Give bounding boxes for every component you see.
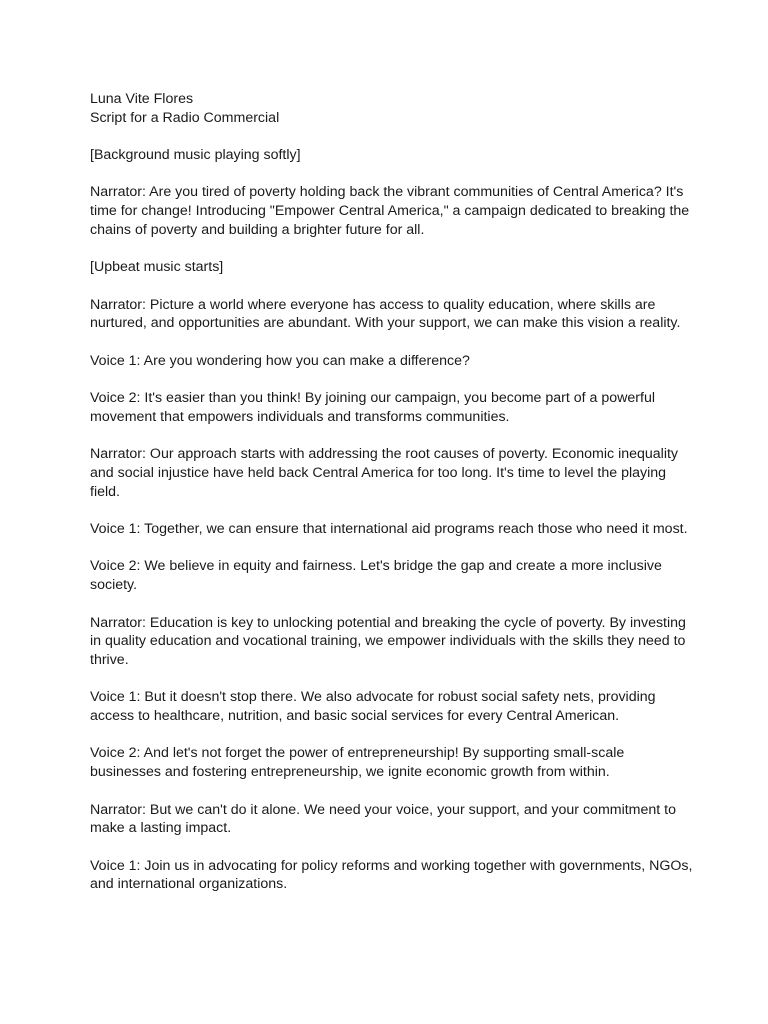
paragraph-line: and social injustice have held back Central America for too long. It's time to level the playing (90, 464, 667, 481)
script-paragraph (90, 801, 690, 838)
script-paragraph (90, 146, 690, 165)
paragraph-line: chains of poverty and building a brighter future for all. (90, 221, 425, 238)
script-paragraph (90, 688, 690, 725)
paragraph-line: thrive. (90, 651, 129, 668)
paragraph-line: Voice 2: And let's not forget the power of entrepreneurship! By supporting small-scale (90, 745, 625, 762)
document-page (90, 90, 693, 913)
paragraph-line: in quality education and vocational training, we empower individuals with the skills they need to (90, 633, 686, 650)
document-title: Script for a Radio Commercial (90, 109, 280, 126)
script-paragraph (90, 258, 690, 277)
paragraph-line: Voice 2: It's easier than you think! By joining our campaign, you become part of a powerful (90, 390, 656, 407)
script-paragraph (90, 744, 690, 781)
script-paragraph (90, 557, 690, 594)
script-paragraph (90, 520, 690, 539)
paragraph-line: and international organizations. (90, 876, 288, 893)
script-paragraph (90, 183, 690, 239)
document-header (90, 90, 690, 127)
paragraph-line: society. (90, 577, 138, 594)
paragraph-line: nurtured, and opportunities are abundant. With your support, we can make this vision a reality. (90, 315, 681, 332)
paragraph-line: Narrator: But we can't do it alone. We need your voice, your support, and your commitment to (90, 801, 676, 818)
paragraph-line: Voice 1: But it doesn't stop there. We also advocate for robust social safety nets, providing (90, 689, 656, 706)
paragraph-line: Voice 2: We believe in equity and fairness. Let's bridge the gap and create a more inclusive (90, 558, 662, 575)
paragraph-line: access to healthcare, nutrition, and basic social services for every Central American. (90, 708, 620, 725)
paragraph-line: businesses and fostering entrepreneurship, we ignite economic growth from within. (90, 764, 610, 781)
script-paragraph (90, 445, 690, 501)
paragraph-line: time for change! Introducing "Empower Central America," a campaign dedicated to breaking the (90, 203, 690, 220)
paragraph-line: Narrator: Picture a world where everyone has access to quality education, where skills are (90, 296, 656, 313)
paragraph-line: [Upbeat music starts] (90, 259, 224, 276)
paragraph-line: Voice 1: Together, we can ensure that international aid programs reach those who need it most. (90, 521, 688, 538)
script-paragraph (90, 296, 690, 333)
script-paragraph (90, 857, 693, 894)
script-paragraph (90, 614, 690, 670)
script-body (90, 146, 693, 894)
paragraph-line: Voice 1: Join us in advocating for policy reforms and working together with governments, NGOs, (90, 857, 693, 874)
author-name: Luna Vite Flores (90, 91, 194, 107)
script-paragraph (90, 389, 690, 426)
paragraph-line: Voice 1: Are you wondering how you can make a difference? (90, 352, 470, 369)
script-paragraph (90, 352, 690, 371)
paragraph-line: Narrator: Education is key to unlocking potential and breaking the cycle of poverty. By investing (90, 614, 686, 631)
paragraph-line: Narrator: Are you tired of poverty holding back the vibrant communities of Central America? It's (90, 184, 684, 201)
paragraph-line: Narrator: Our approach starts with addressing the root causes of poverty. Economic inequality (90, 446, 679, 463)
paragraph-line: [Background music playing softly] (90, 147, 301, 164)
paragraph-line: movement that empowers individuals and transforms communities. (90, 408, 510, 425)
paragraph-line: make a lasting impact. (90, 820, 232, 837)
paragraph-line: field. (90, 483, 120, 500)
